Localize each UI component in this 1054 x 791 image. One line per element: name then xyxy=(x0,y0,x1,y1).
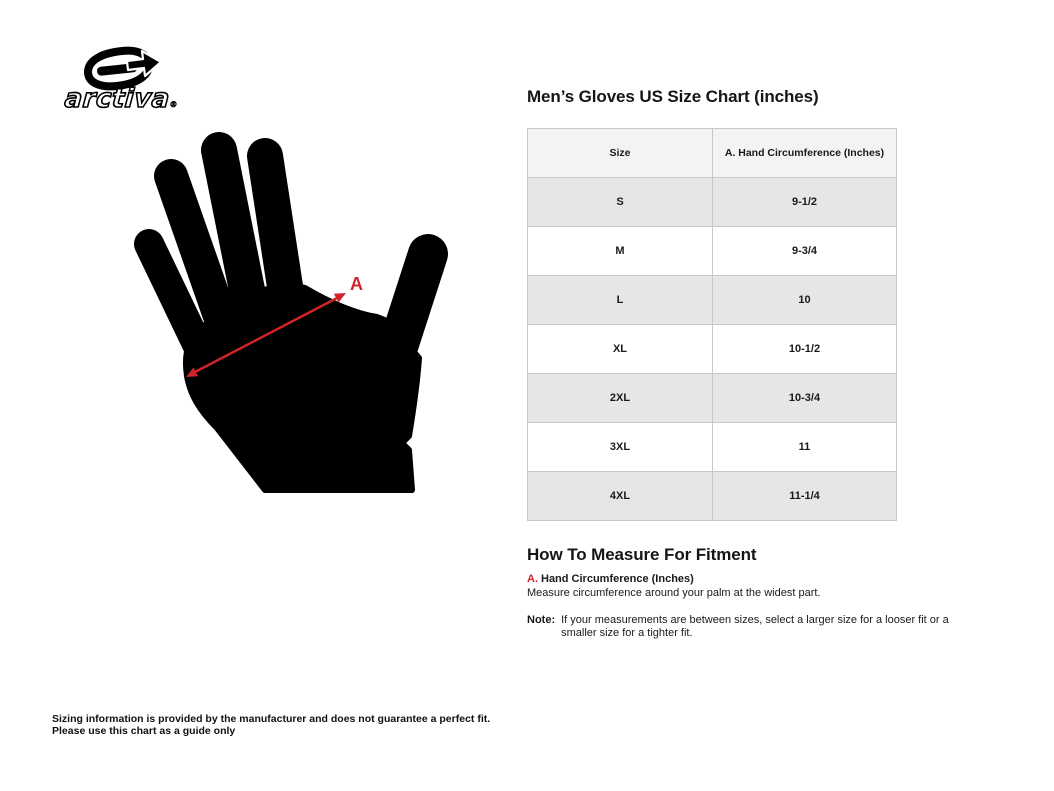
how-to-measure-section xyxy=(527,545,987,640)
disclaimer-line-1: Sizing information is provided by the manufacturer and does not guarantee a perfect fit. xyxy=(52,713,491,725)
size-cell: 3XL xyxy=(528,423,713,472)
circumference-cell: 9-1/2 xyxy=(713,178,897,227)
size-cell: M xyxy=(528,227,713,276)
size-cell: L xyxy=(528,276,713,325)
note-label: Note: xyxy=(527,614,556,626)
measurement-a-description: Measure circumference around your palm at the widest part. xyxy=(527,587,821,599)
registered-mark-icon: ® xyxy=(169,100,178,109)
circumference-cell: 9-3/4 xyxy=(713,227,897,276)
column-header-circumference: A. Hand Circumference (Inches) xyxy=(713,129,897,178)
size-cell: S xyxy=(528,178,713,227)
table-row xyxy=(528,227,897,276)
measurement-a-label xyxy=(527,573,987,586)
size-cell: 4XL xyxy=(528,472,713,521)
table-row xyxy=(528,325,897,374)
brand-wordmark xyxy=(54,86,188,118)
table-row xyxy=(528,472,897,521)
circumference-cell: 10-1/2 xyxy=(713,325,897,374)
sizing-disclaimer xyxy=(52,713,490,737)
table-row xyxy=(528,374,897,423)
circumference-cell: 10-3/4 xyxy=(713,374,897,423)
note-text: If your measurements are between sizes, select a larger size for a looser fit or a smaller size for a tighter fit. xyxy=(561,614,949,639)
circumference-cell: 11 xyxy=(713,423,897,472)
hand-measurement-diagram xyxy=(125,118,481,522)
circumference-cell: 11-1/4 xyxy=(713,472,897,521)
circumference-cell: 10 xyxy=(713,276,897,325)
table-row xyxy=(528,276,897,325)
column-header-size: Size xyxy=(528,129,713,178)
size-chart-title: Men’s Gloves US Size Chart (inches) xyxy=(527,87,819,106)
size-cell: XL xyxy=(528,325,713,374)
hand-silhouette-icon xyxy=(125,118,481,522)
diagram-label-a: A xyxy=(350,274,363,294)
brand-logo xyxy=(55,46,187,114)
measurement-a-prefix: A. xyxy=(527,573,538,585)
how-to-measure-heading: How To Measure For Fitment xyxy=(527,545,757,564)
size-chart-table xyxy=(527,128,897,521)
size-cell: 2XL xyxy=(528,374,713,423)
brand-name: arctiva xyxy=(63,84,171,114)
table-row xyxy=(528,423,897,472)
measurement-a-title: Hand Circumference (Inches) xyxy=(541,573,694,585)
sizing-note xyxy=(527,614,987,640)
size-chart-rows xyxy=(528,178,897,521)
table-header-row xyxy=(528,129,897,178)
disclaimer-line-2: Please use this chart as a guide only xyxy=(52,725,236,737)
table-row xyxy=(528,178,897,227)
